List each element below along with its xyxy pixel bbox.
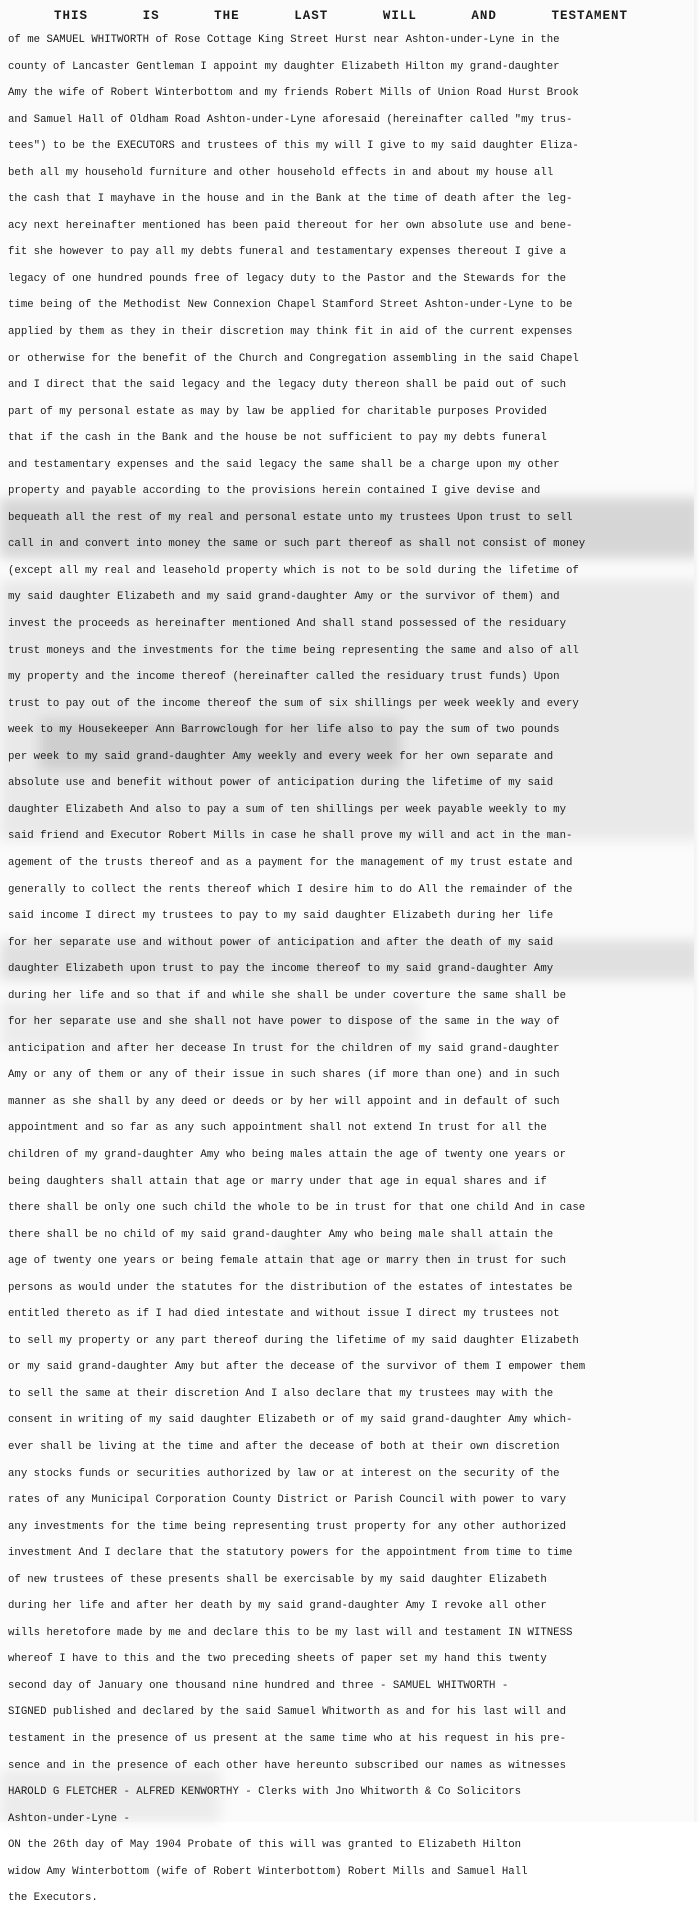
text-line: Ashton-under-Lyne -	[8, 1812, 130, 1825]
text-line: ever shall be living at the time and after the decease of both at their own discretion	[8, 1440, 560, 1453]
text-line: call in and convert into money the same or such part thereof as shall not consist of money	[8, 538, 586, 551]
text-line: ON the 26th day of May 1904 Probate of this will was granted to Elizabeth Hilton	[8, 1839, 522, 1852]
text-line: second day of January one thousand nine hundred and three - SAMUEL WHITWORTH -	[8, 1679, 509, 1692]
text-line: invest the proceeds as hereinafter mentioned And shall stand possessed of the residuary	[8, 618, 566, 631]
text-line: rates of any Municipal Corporation County District or Parish Council with power to vary	[8, 1494, 566, 1507]
text-line: week to my Housekeeper Ann Barrowclough for her life also to pay the sum of two pounds	[8, 724, 560, 737]
text-line: consent in writing of my said daughter Elizabeth or of my said grand-daughter Amy which-	[8, 1414, 573, 1427]
text-line: trust moneys and the investments for the time being representing the same and also of all	[8, 644, 579, 657]
text-line: for her separate use and without power of anticipation and after the death of my said	[8, 936, 554, 949]
text-line: the Executors.	[8, 1892, 98, 1905]
text-line: of new trustees of these presents shall be exercisable by my said daughter Elizabeth	[8, 1573, 547, 1586]
text-line: property and payable according to the provisions herein contained I give devise and	[8, 485, 541, 498]
text-line: wills heretofore made by me and declare this to be my last will and testament IN WITNESS	[8, 1626, 573, 1639]
text-line: my property and the income thereof (hereinafter called the residuary trust funds) Upon	[8, 671, 560, 684]
text-line: daughter Elizabeth And also to pay a sum of ten shillings per week payable weekly to my	[8, 803, 566, 816]
text-line: and Samuel Hall of Oldham Road Ashton-under-Lyne aforesaid (hereinafter called "my trus-	[8, 113, 573, 126]
text-line: said friend and Executor Robert Mills in case he shall prove my will and act in the man-	[8, 830, 573, 843]
text-line: beth all my household furniture and other household effects in and about my house all	[8, 166, 554, 179]
text-line: county of Lancaster Gentleman I appoint my daughter Elizabeth Hilton my grand-daughter	[8, 60, 560, 73]
text-line: absolute use and benefit without power of anticipation during the lifetime of my said	[8, 777, 554, 790]
text-line: time being of the Methodist New Connexion Chapel Stamford Street Ashton-under-Lyne to be	[8, 299, 573, 312]
text-line: or otherwise for the benefit of the Church and Congregation assembling in the said Chapel	[8, 352, 579, 365]
text-line: Amy the wife of Robert Winterbottom and my friends Robert Mills of Union Road Hurst Brook	[8, 87, 579, 100]
text-line: testament in the presence of us present at the same time who at his request in his pre-	[8, 1733, 566, 1745]
text-line: part of my personal estate as may by law be applied for charitable purposes Provided	[8, 405, 547, 418]
title-word: WILL	[382, 9, 417, 23]
text-line: acy next hereinafter mentioned has been paid thereout for her own absolute use and bene-	[8, 219, 573, 232]
text-line: and I direct that the said legacy and the legacy duty thereon shall be paid out of such	[8, 379, 566, 392]
text-line: daughter Elizabeth upon trust to pay the income thereof to my said grand-daughter Amy	[8, 963, 554, 976]
text-line: to sell the same at their discretion And I also declare that my trustees may with the	[8, 1387, 554, 1400]
title-word: AND	[471, 9, 497, 23]
text-line: trust to pay out of the income thereof the sum of six shillings per week weekly and every	[8, 697, 579, 710]
text-line: of me SAMUEL WHITWORTH of Rose Cottage King Street Hurst near Ashton-under-Lyne in the	[8, 34, 560, 46]
text-line: investment And I declare that the statutory powers for the appointment from time to time	[8, 1547, 573, 1560]
text-line: fit she however to pay all my debts funeral and testamentary expenses thereout I give a	[8, 246, 566, 259]
text-line: SIGNED published and declared by the said Samuel Whitworth as and for his last will and	[8, 1706, 566, 1719]
text-line: during her life and so that if and while she shall be under coverture the same shall be	[8, 989, 566, 1002]
text-line: anticipation and after her decease In trust for the children of my said grand-daughter	[8, 1042, 560, 1055]
text-line: entitled thereto as if I had died intestate and without issue I direct my trustees not	[8, 1308, 560, 1321]
text-line: tees") to be the EXECUTORS and trustees of this my will I give to my said daughter Eliza-	[8, 140, 579, 153]
text-line: to sell my property or any part thereof during the lifetime of my said daughter Elizabeth	[8, 1334, 579, 1347]
document-title	[8, 5, 690, 27]
text-line: sence and in the presence of each other have hereunto subscribed our names as witnesses	[8, 1759, 566, 1772]
text-line: said income I direct my trustees to pay to my said daughter Elizabeth during her life	[8, 910, 554, 923]
text-line: any stocks funds or securities authorized by law or at interest on the security of the	[8, 1467, 560, 1480]
text-line: appointment and so far as any such appointment shall not extend In trust for all the	[8, 1122, 547, 1135]
text-line: generally to collect the rents thereof which I desire him to do All the remainder of the	[8, 883, 573, 896]
text-line: during her life and after her death by my said grand-daughter Amy I revoke all other	[8, 1600, 547, 1613]
text-line: for her separate use and she shall not have power to dispose of the same in the way of	[8, 1016, 560, 1029]
text-line: persons as would under the statutes for the distribution of the estates of intestates be	[8, 1281, 573, 1294]
text-line: the cash that I mayhave in the house and in the Bank at the time of death after the leg-	[8, 193, 573, 206]
text-line: Amy or any of them or any of their issue in such shares (if more than one) and in such	[8, 1069, 560, 1082]
text-line: manner as she shall by any deed or deeds or by her will appoint and in default of such	[8, 1095, 560, 1108]
text-line: per week to my said grand-daughter Amy weekly and every week for her own separate and	[8, 750, 554, 763]
text-line: children of my grand-daughter Amy who being males attain the age of twenty one years or	[8, 1148, 566, 1161]
text-line: legacy of one hundred pounds free of legacy duty to the Pastor and the Stewards for the	[8, 272, 566, 285]
text-line: and testamentary expenses and the said legacy the same shall be a charge upon my other	[8, 458, 560, 471]
text-line: whereof I have to this and the two preceding sheets of paper set my hand this twenty	[8, 1653, 547, 1666]
text-line: (except all my real and leasehold property which is not to be sold during the lifetime of	[8, 564, 579, 577]
text-line: bequeath all the rest of my real and personal estate unto my trustees Upon trust to sell	[8, 511, 573, 524]
text-line: any investments for the time being representing trust property for any other authorized	[8, 1520, 566, 1533]
text-line: being daughters shall attain that age or marry under that age in equal shares and if	[8, 1175, 547, 1188]
text-line: there shall be no child of my said grand-daughter Amy who being male shall attain the	[8, 1228, 554, 1241]
title-word: THIS	[54, 9, 89, 23]
text-line: there shall be only one such child the whole to be in trust for that one child And in case	[8, 1202, 586, 1215]
text-line: widow Amy Winterbottom (wife of Robert Winterbottom) Robert Mills and Samuel Hall	[8, 1865, 528, 1878]
title-word: THE	[214, 9, 240, 23]
text-line: applied by them as they in their discretion may think fit in aid of the current expenses	[8, 326, 573, 339]
text-line: or my said grand-daughter Amy but after the decease of the survivor of them I empower them	[8, 1361, 586, 1374]
title-word: LAST	[294, 9, 329, 23]
text-line: age of twenty one years or being female attain that age or marry then in trust for such	[8, 1255, 566, 1268]
title-word: IS	[142, 9, 160, 23]
will-text-body	[8, 27, 690, 1912]
text-line: HAROLD G FLETCHER - ALFRED KENWORTHY - Clerks with Jno Whitworth & Co Solicitors	[8, 1786, 522, 1799]
text-line: my said daughter Elizabeth and my said grand-daughter Amy or the survivor of them) and	[8, 591, 560, 604]
title-word: TESTAMENT	[551, 9, 628, 23]
text-line: agement of the trusts thereof and as a payment for the management of my trust estate and	[8, 856, 573, 869]
text-line: that if the cash in the Bank and the house be not sufficient to pay my debts funeral	[8, 432, 547, 445]
